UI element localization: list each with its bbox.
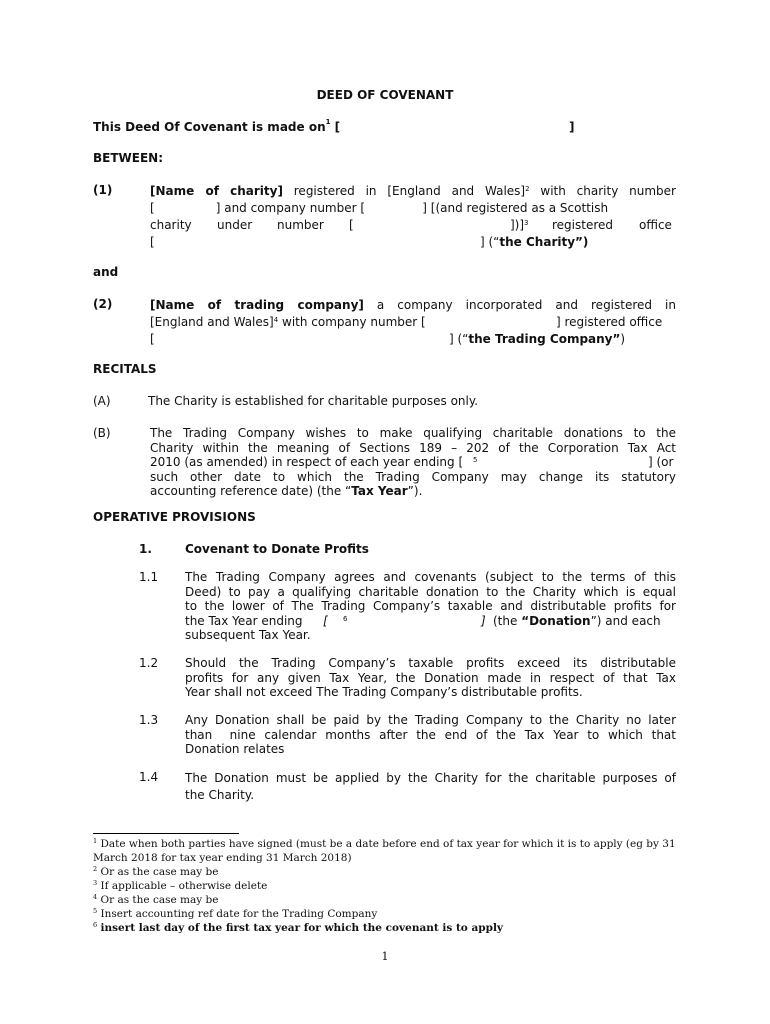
party1-block — [150, 183, 676, 251]
party1-line2: [ ] and company number [ ] [(and registered as a Scottish — [150, 201, 609, 215]
clause-1-1-line4-text: the Tax Year ending — [185, 613, 303, 628]
footnote-text: Date when both parties have signed (must be a date before end of tax year for which it is to apply (eg by 31 — [100, 838, 676, 850]
recital-b-line5-end: ”). — [407, 484, 423, 498]
tax-year-term: Tax Year — [351, 484, 408, 498]
party1-line3-word: under — [217, 218, 253, 232]
clause-1-1-line: to the lower of The Trading Company’s taxable and distributable profits for — [185, 599, 676, 613]
recital-b-line3-end: ] (or — [648, 455, 674, 469]
and-label: and — [93, 265, 119, 279]
party2-line1 — [150, 297, 676, 314]
footnote-5 — [93, 908, 377, 920]
clause-1-2-line: Year shall not exceed The Trading Company’s distributable profits. — [185, 685, 583, 699]
clause-1-1-line4-word: (the — [493, 613, 518, 628]
footnote-text: March 2018 for tax year ending 31 March 2018) — [93, 852, 352, 864]
footnote-number: 5 — [93, 907, 98, 915]
donation-term: “Donation — [521, 613, 591, 628]
recital-a-number: (A) — [93, 394, 111, 408]
party2-name: [Name of trading company] — [150, 298, 364, 312]
recital-b-number: (B) — [93, 426, 111, 440]
clause-1-4-number: 1.4 — [139, 770, 159, 784]
footnote-number: 3 — [93, 879, 98, 887]
operative-heading: OPERATIVE PROVISIONS — [93, 510, 256, 524]
recital-b-line3 — [150, 455, 676, 470]
footnote-ref-4: 4 — [273, 316, 279, 324]
party1-line3-word: office — [639, 218, 672, 232]
party1-line3-open: [ — [349, 218, 354, 232]
recital-b-block — [150, 426, 676, 499]
party2-line3-end: ) — [620, 332, 626, 346]
recital-a-text: The Charity is established for charitable purposes only. — [148, 394, 479, 408]
party1-defined-term: the Charity”) — [499, 235, 589, 249]
made-on-text: This Deed Of Covenant is made on — [93, 120, 326, 134]
footnote-1-cont — [93, 852, 352, 864]
party1-number: (1) — [93, 183, 113, 197]
footnote-number: 2 — [93, 865, 98, 873]
party2-line3-open: [ — [150, 332, 155, 346]
party1-line4-close-text: ] (“ — [480, 235, 500, 249]
clause-1-1-line: Deed) to pay a qualifying charitable donation to the Charity which is equal — [185, 584, 676, 599]
party1-line3-word: number — [277, 218, 324, 232]
footnote-ref-1: 1 — [325, 118, 331, 126]
party2-line2-text: [England and Wales] — [150, 315, 274, 329]
clause-1-1-line4 — [185, 614, 676, 629]
clause-1-3-line: Any Donation shall be paid by the Trading Company to the Charity no later — [185, 713, 676, 727]
clause1-number: 1. — [139, 542, 152, 556]
party2-defined-term: the Trading Company” — [468, 332, 621, 346]
footnote-number: 4 — [93, 893, 98, 901]
party1-line4-close — [480, 234, 588, 251]
clause-1-2-block — [185, 656, 676, 700]
footnote-text: Or as the case may be — [100, 894, 219, 906]
party1-line4-open: [ — [150, 235, 155, 249]
between-heading: BETWEEN: — [93, 151, 164, 165]
clause-1-4-block — [185, 770, 676, 804]
made-on-close-bracket: ] — [569, 120, 575, 134]
clause-1-1-line: The Trading Company agrees and covenants (subject to the terms of this — [185, 570, 676, 584]
footnote-ref-3: 3 — [524, 219, 529, 227]
clause-1-4-line: The Donation must be applied by the Charity for the charitable purposes of — [185, 771, 676, 785]
clause-1-1-block — [185, 570, 676, 643]
clause-1-1-line4-close: ] — [481, 613, 486, 628]
recital-b-line5-text: accounting reference date) (the “ — [150, 484, 352, 498]
footnote-ref-5: 5 — [472, 456, 478, 464]
clause-1-1-number: 1.1 — [139, 570, 159, 584]
footnote-6 — [93, 922, 503, 934]
footnote-text: Insert accounting ref date for the Trading Company — [100, 908, 378, 920]
footnote-text: insert last day of the first tax year for which the covenant is to apply — [100, 922, 504, 934]
clause-1-2-line: profits for any given Tax Year, the Donation made in respect of that Tax — [185, 670, 676, 685]
footnote-number: 6 — [93, 921, 98, 929]
footnote-3 — [93, 880, 267, 892]
party1-line1-text: registered in [England and Wales] — [293, 184, 526, 198]
footnote-ref-6: 6 — [343, 614, 348, 623]
footnote-4 — [93, 894, 218, 906]
clause-1-3-block — [185, 713, 676, 757]
party1-line4 — [150, 234, 676, 251]
recitals-heading: RECITALS — [93, 362, 157, 376]
footnote-separator — [93, 833, 239, 834]
recital-b-line: such other date to which the Trading Company may change its statutory — [150, 469, 676, 484]
clause-1-4-line: the Charity. — [185, 788, 255, 802]
party2-line3 — [150, 331, 676, 348]
recital-b-line5 — [150, 484, 676, 499]
footnote-2 — [93, 866, 218, 878]
party1-line3-close-text: ])] — [510, 218, 525, 232]
party1-line3-word: registered — [552, 218, 614, 232]
clause-1-1-line: subsequent Tax Year. — [185, 628, 311, 642]
party1-line1-end: with charity number — [540, 184, 676, 198]
made-on-line — [93, 120, 340, 134]
footnote-1 — [93, 838, 676, 850]
clause-1-1-line4-word: ”) and each — [590, 613, 661, 628]
footnote-ref-2: 2 — [525, 185, 530, 193]
clause-1-1-line4-end — [493, 614, 661, 629]
party2-line2-start — [150, 314, 426, 331]
clause-1-3-line: than nine calendar months after the end of the Tax Year to which that — [185, 727, 676, 742]
clause-1-2-line: Should the Trading Company’s taxable profits exceed its distributable — [185, 656, 676, 670]
party2-line1-end: a company incorporated and registered in — [376, 298, 676, 312]
clause-1-2-number: 1.2 — [139, 656, 159, 670]
party1-line3-close — [510, 217, 529, 234]
clause-1-3-number: 1.3 — [139, 713, 159, 727]
recital-b-line3-text: 2010 (as amended) in respect of each year ending [ — [150, 455, 464, 469]
page-number: 1 — [381, 950, 389, 963]
recital-b-line: The Trading Company wishes to make qualifying charitable donations to the — [150, 426, 676, 440]
party2-line2 — [150, 314, 676, 331]
party1-line1 — [150, 183, 676, 200]
clause1-title: Covenant to Donate Profits — [185, 542, 369, 556]
document-title: DEED OF COVENANT — [316, 88, 454, 102]
party1-line3 — [150, 217, 676, 234]
footnote-text: If applicable – otherwise delete — [100, 880, 268, 892]
clause-1-1-line4-open: [ — [323, 613, 328, 628]
party2-number: (2) — [93, 297, 113, 311]
clause-1-3-line: Donation relates — [185, 742, 285, 756]
recital-b-line: Charity within the meaning of Sections 189 – 202 of the Corporation Tax Act — [150, 440, 676, 455]
footnote-text: Or as the case may be — [100, 866, 219, 878]
party1-name: [Name of charity] — [150, 184, 283, 198]
footnote-number: 1 — [93, 837, 98, 845]
party2-line2-text: with company number [ — [282, 315, 426, 329]
party2-line3-close-text: ] (“ — [449, 332, 469, 346]
made-on-open-bracket: [ — [334, 120, 341, 134]
recital-b-line3-start — [150, 455, 477, 470]
party2-line2-end: ] registered office — [556, 315, 663, 329]
party2-block — [150, 297, 676, 348]
party2-line3-close — [449, 331, 625, 348]
party1-line3-word: charity — [150, 218, 192, 232]
